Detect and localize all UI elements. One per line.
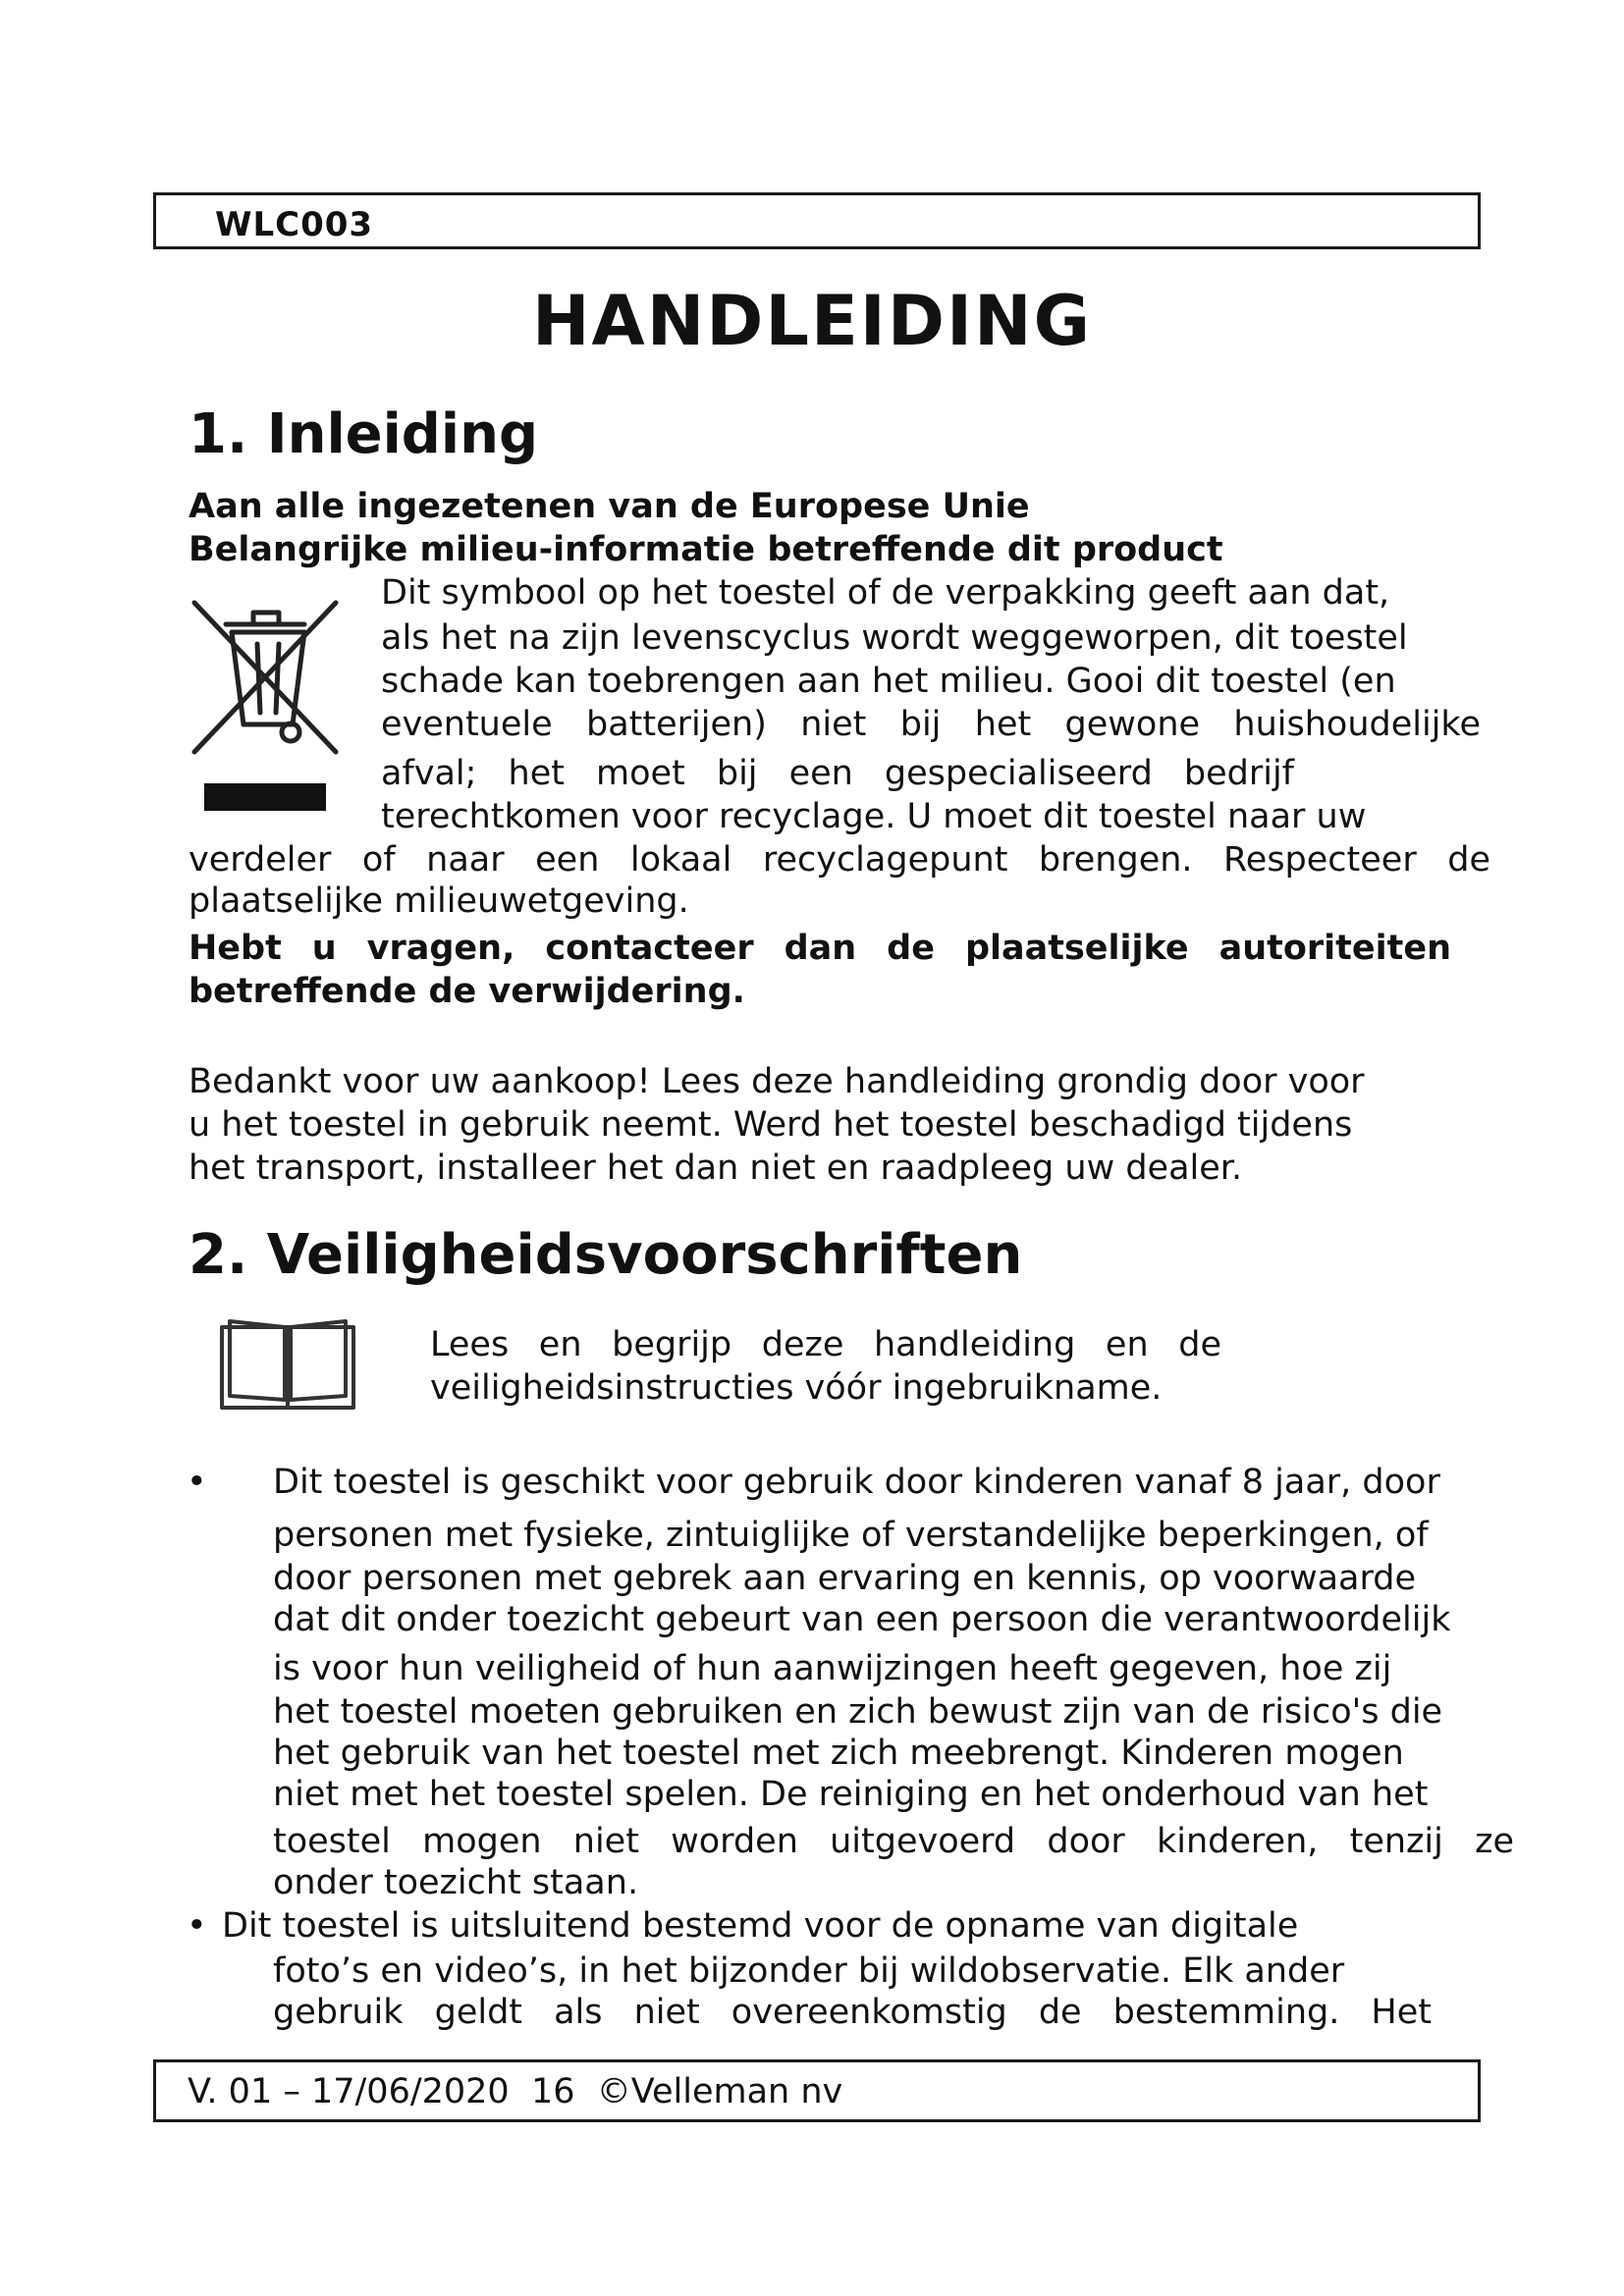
bullet1-line-3: door personen met gebrek aan ervaring en kennis, op voorwaarde	[273, 1559, 1416, 1598]
symbol-text-line-1: Dit symbool op het toestel of de verpakking geeft aan dat,	[381, 573, 1390, 613]
symbol-text-line-3: schade kan toebrengen aan het milieu. Gooi dit toestel (en	[381, 662, 1396, 701]
symbol-text-line-2: als het na zijn levenscyclus wordt weggeworpen, dit toestel	[381, 618, 1408, 658]
thanks-line-3: het transport, installeer het dan niet en raadpleeg uw dealer.	[189, 1148, 1243, 1188]
bullet1-line-4: dat dit onder toezicht gebeurt van een persoon die verantwoordelijk	[273, 1600, 1451, 1639]
footer-version-text: V. 01 – 17/06/2020 16 ©Velleman nv	[188, 2072, 843, 2111]
bullet2-line-1: Dit toestel is uitsluitend bestemd voor de opname van digitale	[222, 1906, 1299, 1946]
bullet1-line-7: het gebruik van het toestel met zich meebrengt. Kinderen mogen	[273, 1734, 1404, 1773]
bullet2-line-2: foto’s en video’s, in het bijzonder bij wildobservatie. Elk ander	[273, 1951, 1345, 1991]
symbol-text-line-7: verdeler of naar een lokaal recyclagepunt brengen. Respecteer de	[189, 840, 1490, 880]
section-heading-veiligheid: 2. Veiligheidsvoorschriften	[189, 1223, 1023, 1287]
bullet1-line-9: toestel mogen niet worden uitgevoerd door kinderen, tenzij ze	[273, 1822, 1514, 1861]
document-title: HANDLEIDING	[531, 281, 1093, 361]
eu-line-2: Belangrijke milieu-informatie betreffende dit product	[189, 530, 1223, 569]
bullet-marker-2: •	[187, 1906, 207, 1946]
thanks-line-1: Bedankt voor uw aankoop! Lees deze handleiding grondig door voor	[189, 1062, 1365, 1101]
bullet1-line-10: onder toezicht staan.	[273, 1863, 639, 1902]
symbol-text-line-8: plaatselijke milieuwetgeving.	[189, 881, 689, 921]
questions-line-1: Hebt u vragen, contacteer dan de plaatselijke autoriteiten	[189, 929, 1451, 968]
thanks-line-2: u het toestel in gebruik neemt. Werd het toestel beschadigd tijdens	[189, 1105, 1353, 1145]
weee-bin-icon	[189, 595, 346, 821]
footer-box	[153, 2059, 1481, 2122]
bullet-marker-1: •	[187, 1463, 207, 1502]
header-box	[153, 192, 1481, 249]
bullet1-line-1: Dit toestel is geschikt voor gebruik door kinderen vanaf 8 jaar, door	[273, 1463, 1440, 1502]
symbol-text-line-4: eventuele batterijen) niet bij het gewone huishoudelijke	[381, 705, 1481, 744]
bullet2-line-3: gebruik geldt als niet overeenkomstig de bestemming. Het	[273, 1993, 1432, 2032]
book-text-line-1: Lees en begrijp deze handleiding en de	[430, 1325, 1221, 1364]
read-manual-book-icon	[218, 1313, 357, 1412]
bullet1-line-5: is voor hun veiligheid of hun aanwijzingen heeft gegeven, hoe zij	[273, 1649, 1392, 1688]
symbol-text-line-5: afval; het moet bij een gespecialiseerd bedrijf	[381, 754, 1294, 793]
eu-line-1: Aan alle ingezetenen van de Europese Unie	[189, 487, 1030, 526]
book-text-line-2: veiligheidsinstructies vóór ingebruikname.	[430, 1368, 1163, 1408]
bullet1-line-2: personen met fysieke, zintuiglijke of verstandelijke beperkingen, of	[273, 1516, 1429, 1555]
section-heading-inleiding: 1. Inleiding	[189, 402, 539, 466]
bullet1-line-6: het toestel moeten gebruiken en zich bewust zijn van de risico's die	[273, 1692, 1443, 1732]
symbol-text-line-6: terechtkomen voor recyclage. U moet dit toestel naar uw	[381, 797, 1367, 836]
bullet1-line-8: niet met het toestel spelen. De reiniging en het onderhoud van het	[273, 1775, 1429, 1814]
questions-line-2: betreffende de verwijdering.	[189, 972, 745, 1011]
model-number: WLC003	[215, 205, 374, 244]
